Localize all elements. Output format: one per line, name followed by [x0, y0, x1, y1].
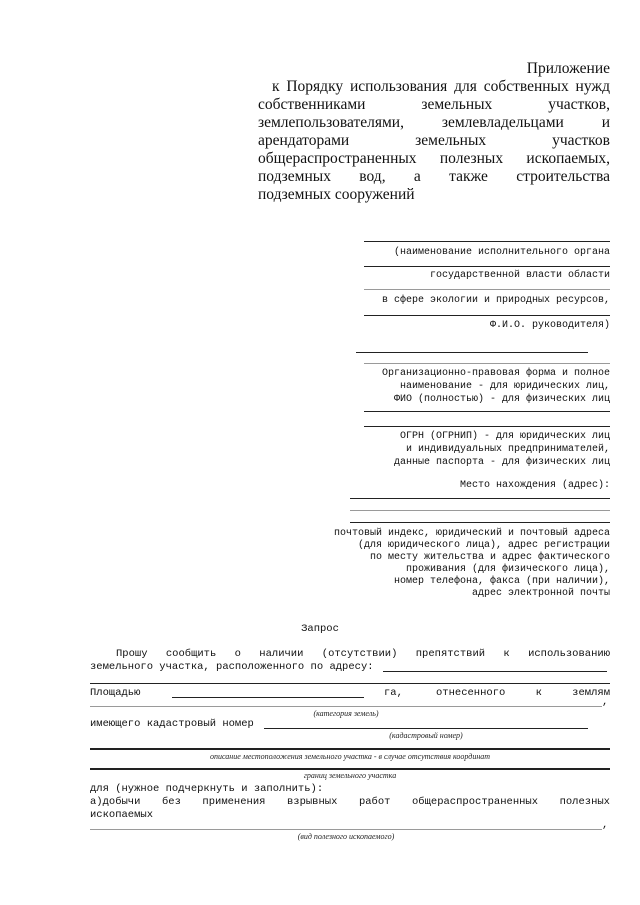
location-caption: описание местоположения земельного участка - в случае отсутствия координат [209, 752, 491, 761]
purpose-option-a: ископаемых [90, 809, 154, 821]
applicant-caption: Организационно-правовая форма и полное [381, 368, 610, 379]
address-field[interactable] [383, 671, 607, 672]
purpose-intro: для (нужное подчеркнуть и заполнить): [90, 783, 324, 795]
authority-caption: Ф.И.О. руководителя) [489, 320, 610, 331]
blank-line[interactable] [364, 289, 610, 290]
blank-line[interactable] [364, 411, 610, 412]
area-label: Площадью [90, 687, 141, 699]
blank-line[interactable] [364, 363, 610, 364]
appendix-line: собственниками земельных участков, [258, 96, 610, 113]
applicant-caption: ФИО (полностью) - для физических лиц [393, 394, 610, 405]
blank-line[interactable] [350, 522, 610, 523]
land-category-label: отнесенного к землям [436, 687, 610, 699]
location-field[interactable] [90, 768, 610, 770]
blank-line[interactable] [364, 426, 610, 427]
request-heading: Запрос [301, 623, 339, 635]
appendix-line: подземных вод, а также строительства [258, 168, 610, 185]
cadastral-field[interactable] [264, 728, 588, 729]
request-text: Прошу сообщить о наличии (отсутствии) препятствий к использованию [116, 648, 610, 660]
blank-line[interactable] [364, 266, 610, 267]
address-caption: номер телефона, факса (при наличии), [393, 576, 610, 587]
address-caption: адрес электронной почты [471, 588, 610, 599]
applicant-caption: наименование - для юридических лиц, [399, 381, 610, 392]
area-field[interactable] [172, 697, 364, 698]
ogrn-caption: и индивидуальных предпринимателей, [405, 444, 610, 455]
location-field[interactable] [90, 748, 610, 750]
ogrn-caption: данные паспорта - для физических лиц [393, 457, 610, 468]
purpose-option-a: а)добычи без применения взрывных работ общераспространенных полезных [90, 796, 610, 808]
authority-caption: в сфере экологии и природных ресурсов, [381, 295, 610, 306]
land-category-caption: (категория земель) [313, 709, 379, 718]
appendix-line: общераспространенных полезных ископаемых, [258, 150, 610, 167]
mineral-caption: (вид полезного ископаемого) [297, 832, 395, 841]
blank-line[interactable] [364, 241, 610, 242]
area-unit: га, [384, 687, 403, 699]
appendix-title: Приложение [526, 60, 610, 77]
address-caption: (для юридического лица), адрес регистрации [357, 540, 610, 551]
address-caption: по месту жительства и адрес фактического [369, 552, 610, 563]
address-field[interactable] [90, 683, 610, 684]
blank-line[interactable] [364, 315, 610, 316]
blank-line[interactable] [350, 510, 610, 511]
mineral-field[interactable] [90, 829, 602, 830]
address-caption: проживания (для физического лица), [405, 564, 610, 575]
appendix-header [258, 60, 610, 204]
comma: , [602, 696, 609, 708]
address-caption: почтовый индекс, юридический и почтовый адреса [333, 528, 610, 539]
location-label: Место нахождения (адрес): [459, 480, 610, 491]
authority-caption: государственной власти области [429, 270, 610, 281]
appendix-line: к Порядку использования для собственных нужд [272, 78, 610, 95]
appendix-line: подземных сооружений [258, 186, 415, 203]
blank-line[interactable] [350, 498, 610, 499]
ogrn-caption: ОГРН (ОГРНИП) - для юридических лиц [399, 431, 610, 442]
land-category-field[interactable] [90, 706, 602, 707]
appendix-line: землепользователями, землевладельцами и [258, 114, 610, 131]
authority-caption: (наименование исполнительного органа [393, 247, 610, 258]
cadastral-caption: (кадастровый номер) [389, 731, 463, 740]
blank-line[interactable] [356, 352, 588, 353]
request-text: земельного участка, расположенного по адресу: [90, 661, 374, 673]
comma: , [602, 819, 609, 831]
cadastral-label: имеющего кадастровый номер [90, 718, 254, 730]
location-caption: границ земельного участка [303, 771, 397, 780]
appendix-line: арендаторами земельных участков [258, 132, 610, 149]
